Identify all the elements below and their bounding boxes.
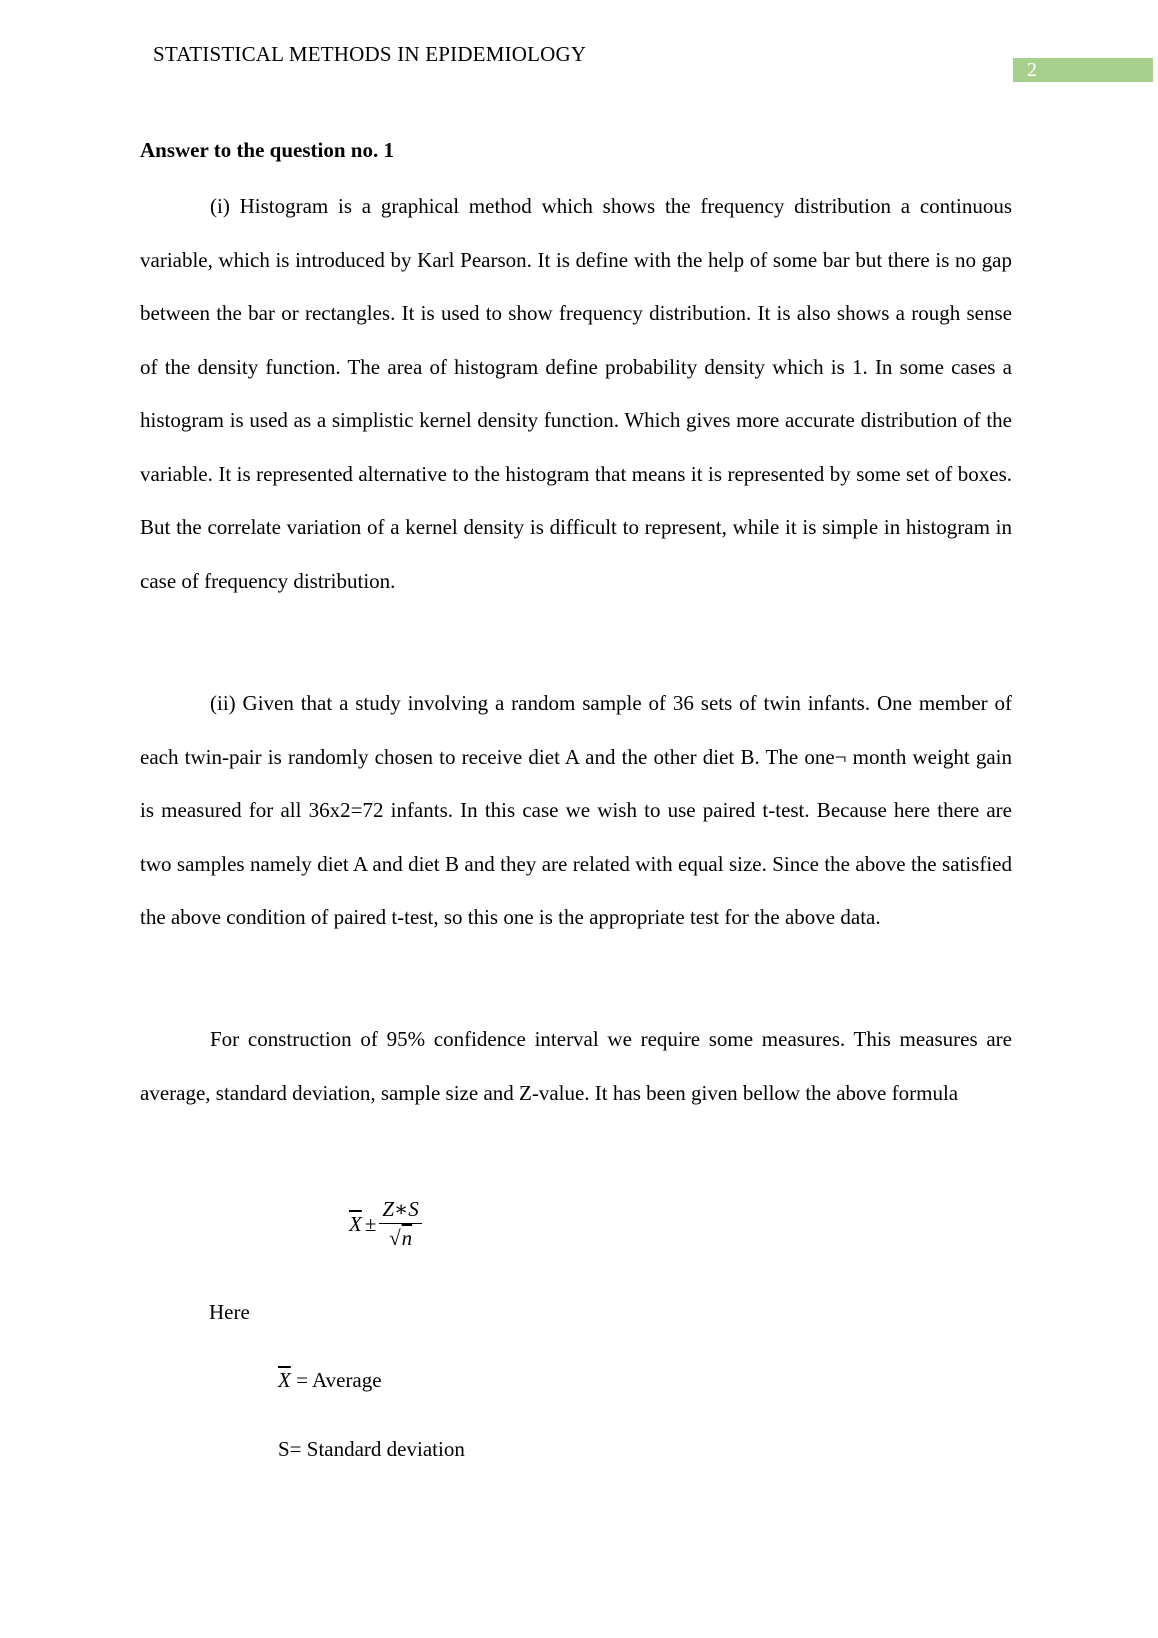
formula-mean-symbol: $\overline{X}$	[349, 1211, 362, 1236]
definition-standard-deviation	[278, 1437, 465, 1462]
definition-text: S= Standard deviation	[278, 1437, 465, 1461]
running-header-title: STATISTICAL METHODS IN EPIDEMIOLOGY	[153, 42, 587, 66]
confidence-interval-formula	[349, 1197, 422, 1251]
definition-text: = Average	[290, 1368, 382, 1392]
formula-numerator: Z∗S	[379, 1197, 421, 1224]
section-heading: Answer to the question no. 1	[140, 138, 394, 162]
page-number: 2	[1027, 59, 1037, 81]
definition-symbol: $\overline{X}$	[278, 1368, 291, 1392]
paragraph-paired-t-test: (ii) Given that a study involving a random sample of 36 sets of twin infants. One member of each twin-pair is randomly chosen to receive diet A and the other diet B. The one¬ month weight gain is measured for all 36x2=72 infants. In this case we wish to use paired t-test. Because here there are two samples namely diet A and diet B and they are related with equal size. Since the above the satisfied the above condition of paired t-test, so this one is the appropriate test for the above data.	[140, 691, 1012, 929]
formula-denominator	[389, 1224, 412, 1251]
page-number-badge	[1013, 58, 1153, 82]
formula-sqrt-symbol: √	[389, 1226, 401, 1250]
formula-radicand: n	[401, 1226, 413, 1250]
paragraph-confidence-interval: For construction of 95% confidence interval we require some measures. This measures are average, standard deviation, sample size and Z-value. It has been given bellow the above formula	[140, 1027, 1012, 1105]
definition-average	[278, 1368, 382, 1393]
paragraph-histogram: (i) Histogram is a graphical method which shows the frequency distribution a continuous variable, which is introduced by Karl Pearson. It is define with the help of some bar but there is no gap between the bar or rectangles. It is used to show frequency distribution. It is also shows a rough sense of the density function. The area of histogram define probability density which is 1. In some cases a histogram is used as a simplistic kernel density function. Which gives more accurate distribution of the variable. It is represented alternative to the histogram that means it is represented by some set of boxes. But the correlate variation of a kernel density is difficult to represent, while it is simple in histogram in case of frequency distribution.	[140, 194, 1012, 593]
formula-plus-minus: ±	[364, 1211, 377, 1236]
formula-fraction	[379, 1197, 421, 1251]
here-label: Here	[209, 1300, 250, 1324]
